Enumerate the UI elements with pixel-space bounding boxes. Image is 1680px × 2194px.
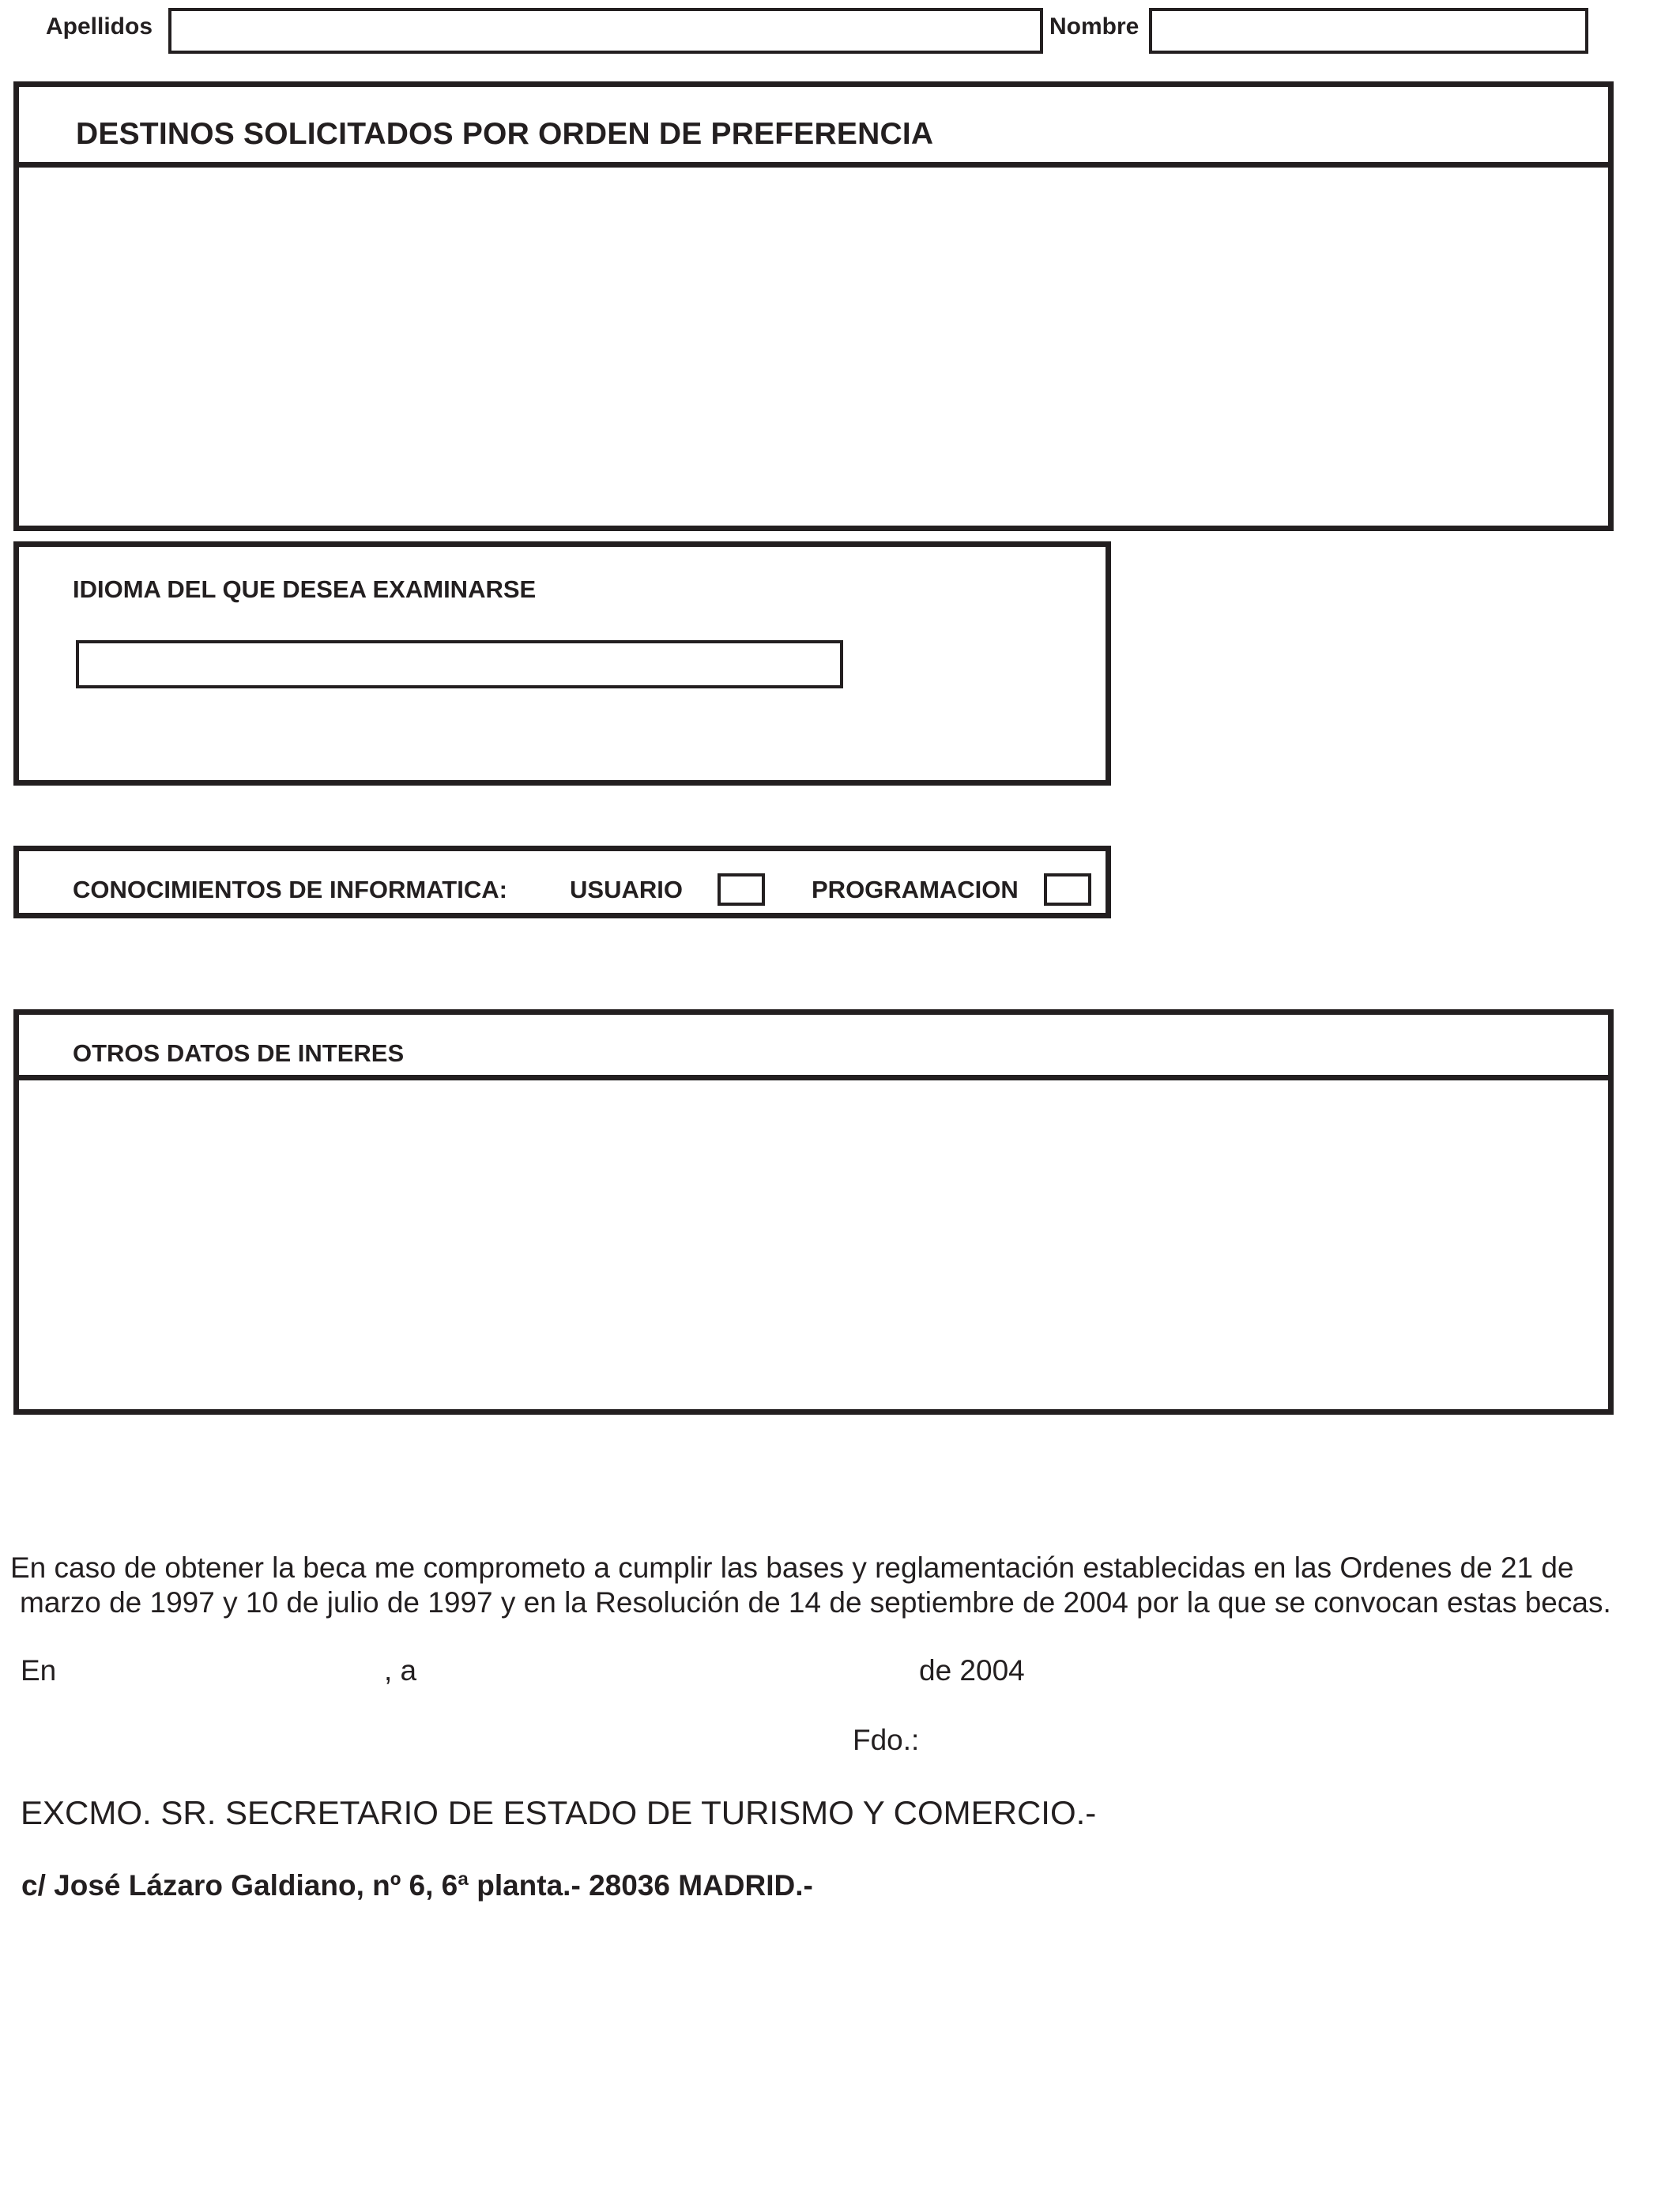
declaration-line-2: marzo de 1997 y 10 de julio de 1997 y en la Resolución de 14 de septiembre de 2004 por la que se convocan estas becas. [20, 1586, 1611, 1619]
declaration-line-1: En caso de obtener la beca me comprometo a cumplir las bases y reglamentación establecidas en las Ordenes de 21 de [10, 1551, 1574, 1584]
destinations-divider [19, 162, 1608, 168]
date-separator: , a [384, 1654, 417, 1687]
date-blank[interactable] [427, 1654, 909, 1687]
surname-label: Apellidos [46, 13, 153, 40]
signature-label: Fdo.: [853, 1724, 920, 1756]
addressee-address: c/ José Lázaro Galdiano, nº 6, 6ª planta.- 28036 MADRID.- [21, 1869, 813, 1902]
destinations-entry-area[interactable] [19, 168, 1608, 526]
other-data-divider [19, 1075, 1608, 1080]
programming-option-label: PROGRAMACION [812, 876, 1019, 903]
other-data-section [13, 1009, 1614, 1415]
destinations-title: DESTINOS SOLICITADOS POR ORDEN DE PREFERENCIA [76, 117, 934, 151]
language-section [13, 541, 1111, 786]
place-prefix: En [21, 1654, 57, 1687]
year-suffix: de 2004 [919, 1654, 1025, 1687]
addressee-title: EXCMO. SR. SECRETARIO DE ESTADO DE TURISMO Y COMERCIO.- [21, 1794, 1097, 1831]
destinations-section [13, 81, 1614, 531]
other-data-entry-area[interactable] [19, 1080, 1608, 1409]
name-label: Nombre [1049, 13, 1139, 40]
computing-section [13, 846, 1111, 918]
name-field[interactable] [1149, 8, 1588, 54]
other-data-title: OTROS DATOS DE INTERES [73, 1039, 405, 1067]
language-title: IDIOMA DEL QUE DESEA EXAMINARSE [73, 575, 537, 603]
surname-field[interactable] [168, 8, 1043, 54]
programming-checkbox[interactable] [1044, 873, 1091, 906]
place-blank[interactable] [63, 1654, 379, 1687]
user-checkbox[interactable] [718, 873, 765, 906]
user-option-label: USUARIO [570, 876, 683, 903]
computing-title: CONOCIMIENTOS DE INFORMATICA: [73, 876, 507, 903]
language-field[interactable] [76, 640, 843, 688]
